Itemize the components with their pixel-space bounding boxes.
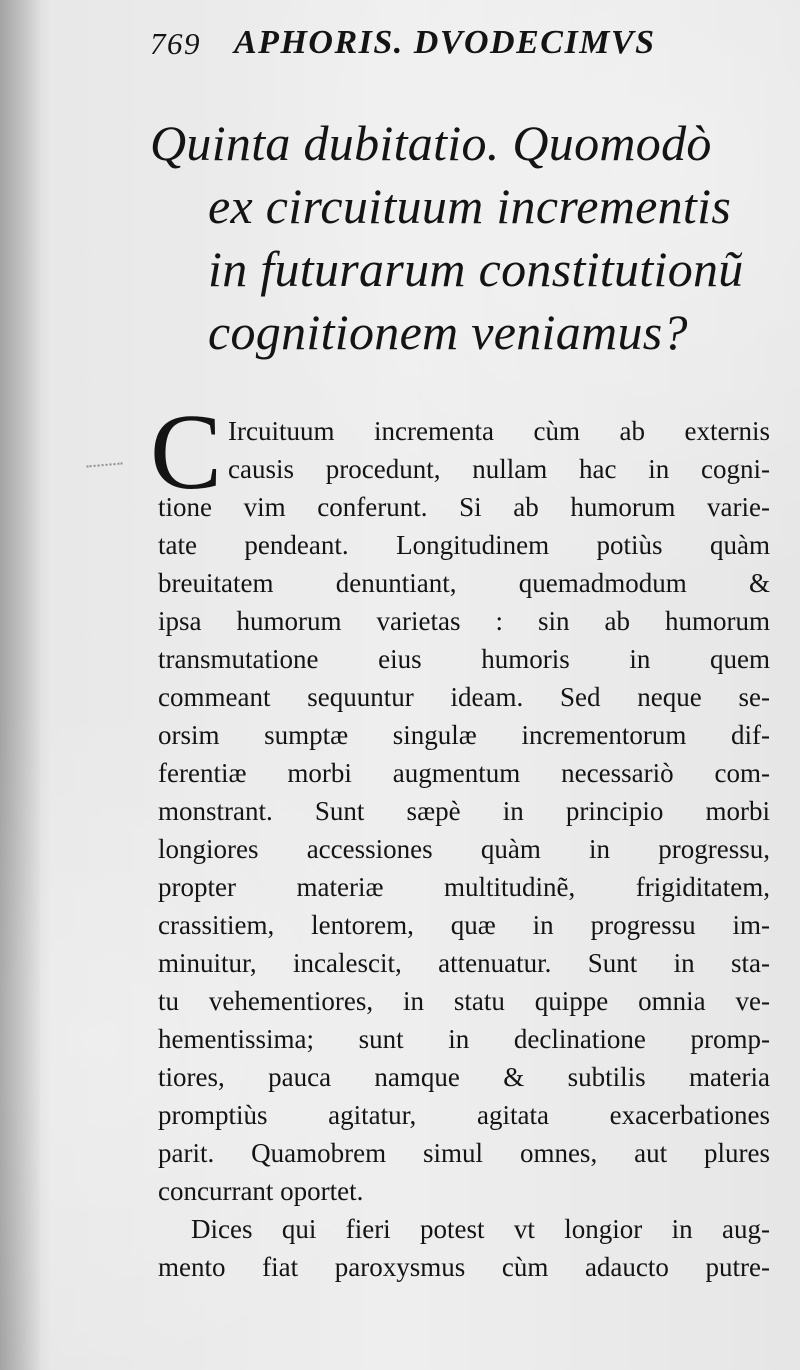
body-line: Dices qui fieri potest vt longior in aug- <box>191 1214 770 1244</box>
body-line: promptiùs agitatur, agitata exacerbationes <box>158 1100 770 1130</box>
heading-line-1: Quinta dubitatio. Quomodò <box>150 115 712 171</box>
heading-line-2: ex circuituum incrementis <box>208 178 732 234</box>
drop-cap: C <box>150 393 223 512</box>
body-line: breuitatem denuntiant, quemadmodum & <box>158 568 770 598</box>
body-line: causis procedunt, nullam hac in cogni- <box>228 454 770 484</box>
body-line: hementissima; sunt in declinatione promp- <box>158 1024 770 1054</box>
body-line: tu vehementiores, in statu quippe omnia ve- <box>158 986 770 1016</box>
body-line: concurrant oportet. <box>158 1176 364 1206</box>
heading-line-3: in futurarum constitutionũ <box>208 241 744 297</box>
body-line: ipsa humorum varietas : sin ab humorum <box>158 606 770 636</box>
running-head <box>150 24 760 74</box>
body-line: propter materiæ multitudinẽ, frigiditatem, <box>158 872 770 902</box>
body-line: mento fiat paroxysmus cùm adaucto putre- <box>158 1252 770 1282</box>
body-line: crassitiem, lentorem, quæ in progressu im- <box>158 910 770 940</box>
body-line: transmutatione eius humoris in quem <box>158 644 770 674</box>
body-line: commeant sequuntur ideam. Sed neque se- <box>158 682 770 712</box>
page-gutter-shadow <box>0 0 40 1370</box>
body-line: tiores, pauca namque & subtilis materia <box>158 1062 770 1092</box>
body-line: parit. Quamobrem simul omnes, aut plures <box>158 1138 770 1168</box>
body-line: longiores accessiones quàm in progressu, <box>158 834 770 864</box>
body-line: ferentiæ morbi augmentum necessariò com- <box>158 758 770 788</box>
body-line: orsim sumptæ singulæ incrementorum dif- <box>158 720 770 750</box>
heading-line-4: cognitionem veniamus? <box>208 304 688 360</box>
body-text <box>158 412 770 1286</box>
body-line: tate pendeant. Longitudinem potiùs quàm <box>158 530 770 560</box>
body-line: minuitur, incalescit, attenuatur. Sunt in sta- <box>158 948 770 978</box>
page-number: 769 <box>150 26 201 61</box>
section-heading <box>150 112 780 384</box>
body-line: tione vim conferunt. Si ab humorum varie- <box>158 492 770 522</box>
running-title: APHORIS. DVODECIMVS <box>234 24 656 61</box>
body-line: Ircuituum incrementa cùm ab externis <box>228 416 770 446</box>
marginal-mark <box>85 450 122 467</box>
body-line: monstrant. Sunt sæpè in principio morbi <box>158 796 770 826</box>
